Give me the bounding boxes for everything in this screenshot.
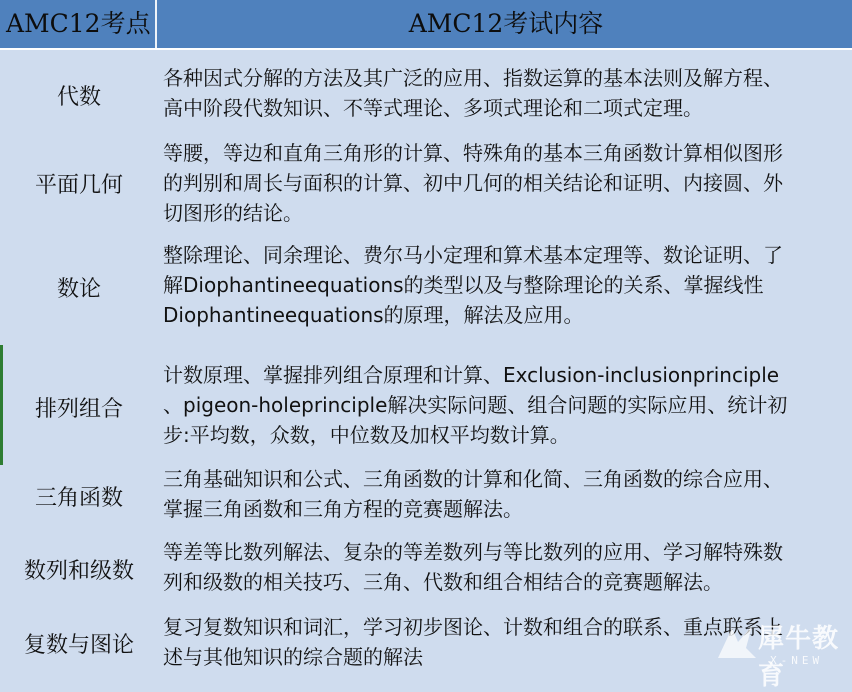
row-topic: 数列和级数 [23,559,134,584]
row-topic: 排列组合 [34,397,123,422]
header-content: AMC12考试内容 [408,9,604,38]
content-line: 、pigeon-holeprinciple解决实际问题、组合问题的实际应用、统计初 [163,393,788,417]
row-topic: 三角函数 [34,486,123,511]
row-content [163,537,849,597]
row-topic: 平面几何 [34,173,123,198]
content-line: 等差等比数列解法、复杂的等差数列与等比数列的应用、学习解特殊数 [163,540,783,564]
row-topic: 数论 [56,277,101,302]
header-rule [0,48,852,50]
content-line: 的判别和周长与面积的计算、初中几何的相关结论和证明、内接圆、外 [163,171,783,195]
content-line: 整除理论、同余理论、费尔马小定理和算术基本定理等、数论证明、了 [163,243,783,267]
content-line: 等腰，等边和直角三角形的计算、特殊角的基本三角函数计算相似图形 [163,141,783,165]
content-line: 述与其他知识的综合题的解法 [163,645,423,669]
watermark-logo [712,612,852,691]
rhino-logo-icon [712,618,762,668]
header-topic: AMC12考点 [6,9,151,38]
watermark-sub: X-NEW [770,654,824,667]
table-header [0,0,852,48]
row-content [163,240,849,330]
content-line: 计数原理、掌握排列组合原理和计算、Exclusion-inclusionprinciple [163,363,780,387]
row-content [163,464,849,524]
content-line: 切图形的结论。 [163,201,303,225]
content-line: 三角基础知识和公式、三角函数的计算和化简、三角函数的综合应用、 [163,467,783,491]
content-line: 高中阶段代数知识、不等式理论、多项式理论和二项式定理。 [163,96,703,120]
row-topic: 代数 [56,85,101,110]
header-divider [155,0,157,48]
content-line: 步:平均数，众数，中位数及加权平均数计算。 [163,423,570,447]
content-line: 掌握三角函数和三角方程的竞赛题解法。 [163,497,523,521]
content-line: 各种因式分解的方法及其广泛的应用、指数运算的基本法则及解方程、 [163,66,783,90]
row-content [163,63,849,123]
row-topic: 复数与图论 [23,633,134,658]
content-line: 复习复数知识和词汇，学习初步图论、计数和组合的联系、重点联系上 [163,615,783,639]
content-line: 解Diophantineequations的类型以及与整除理论的关系、掌握线性 [163,273,764,297]
row-content [163,138,849,228]
row-content [163,360,849,450]
content-line: Diophantineequations的原理，解法及应用。 [163,303,584,327]
content-line: 列和级数的相关技巧、三角、代数和组合相结合的竞赛题解法。 [163,570,723,594]
watermark-brand: 犀牛教育 [758,624,840,691]
